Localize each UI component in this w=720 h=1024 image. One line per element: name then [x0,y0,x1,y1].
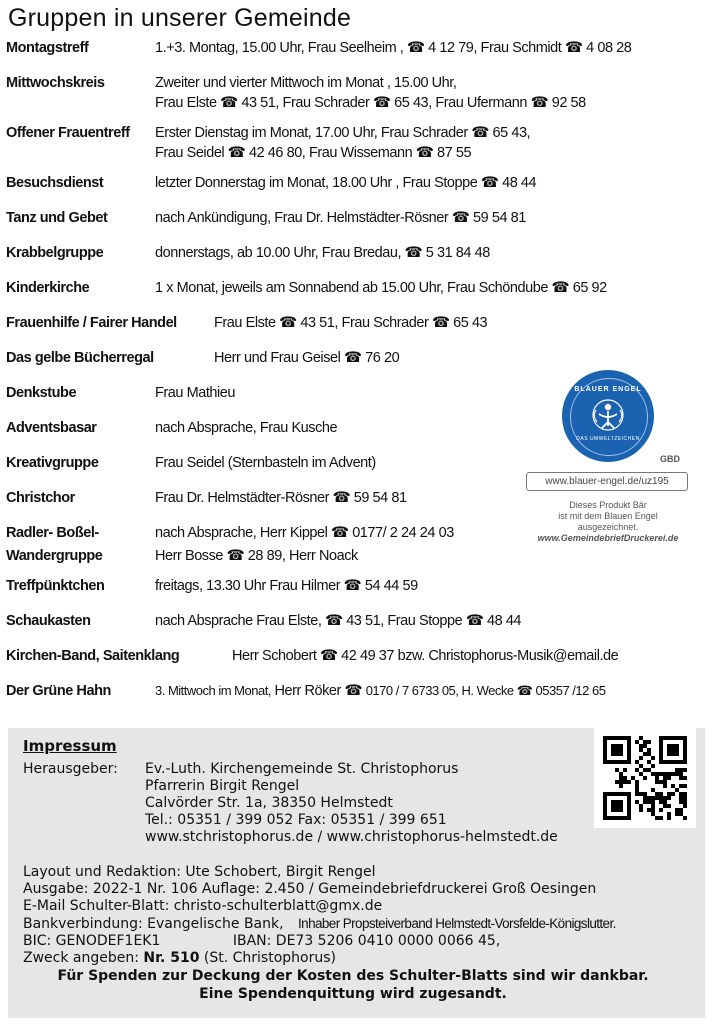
group-row [6,123,706,163]
group-detail-line: nach Absprache, Herr Kippel ☎ 0177/ 2 24 24 03 [155,525,454,541]
group-detail: letzter Donnerstag im Monat, 18.00 Uhr , Frau Stoppe ☎ 48 44 [155,175,537,191]
group-detail: Frau Seidel (Sternbasteln im Advent) [155,455,376,471]
bank-prefix: Bankverbindung: Evangelische Bank, [23,916,284,932]
group-name: Mittwochskreis [6,75,105,91]
group-name [6,523,155,566]
bic: BIC: GENODEF1EK1 [23,933,161,949]
purpose-number: Nr. 510 [143,950,200,966]
group-name: Frauenhilfe / Fairer Handel [6,315,177,331]
group-detail: nach Ankündigung, Frau Dr. Helmstädter-Rösner ☎ 59 54 81 [155,210,526,226]
group-detail-line: Frau Elste ☎ 43 51, Frau Schrader ☎ 65 43, Frau Ufermann ☎ 92 58 [155,95,586,111]
group-name: Adventsbasar [6,420,97,436]
group-detail-line: Zweiter und vierter Mittwoch im Monat , 15.00 Uhr, [155,75,457,91]
impressum-title: Impressum [23,737,117,755]
qr-code-icon [603,736,687,820]
purpose-prefix: Zweck angeben: [23,950,144,966]
group-row [6,681,706,701]
group-detail-part: Herr Röker ☎ [270,683,366,699]
group-name: Krabbelgruppe [6,245,104,261]
group-name: Das gelbe Bücherregal [6,350,154,366]
thanks-line: Für Spenden zur Deckung der Kosten des Schulter-Blatts sind wir dankbar. [57,968,649,984]
group-detail: 1.+3. Montag, 15.00 Uhr, Frau Seelheim , ☎ 4 12 79, Frau Schmidt ☎ 4 08 28 [155,40,632,56]
impressum-box [8,728,705,1018]
group-row [6,348,706,368]
thanks-line: Eine Spendenquittung wird zugesandt. [199,986,507,1002]
eco-description [520,500,696,544]
publisher-line: Pfarrerin Birgit Rengel [145,778,300,794]
group-detail-part: 3. Mittwoch im Monat, [155,683,271,698]
group-detail: donnerstags, ab 10.00 Uhr, Frau Bredau, ☎ 5 31 84 48 [155,245,490,261]
seal-text-top: BLAUER ENGEL [574,386,642,393]
group-detail: Frau Elste ☎ 43 51, Frau Schrader ☎ 65 43 [214,315,488,331]
publisher-line: Calvörder Str. 1a, 38350 Helmstedt [145,795,393,811]
group-detail [155,523,454,566]
group-detail [155,73,586,113]
angel-icon [590,396,626,434]
group-name: Offener Frauentreff [6,125,130,141]
seal-text-bottom: DAS UMWELTZEICHEN [576,436,640,442]
page-title: Gruppen in unserer Gemeinde [8,4,352,32]
group-detail: Herr Schobert ☎ 42 49 37 bzw. Christophorus-Musik@email.de [232,648,619,664]
edition-line: Ausgabe: 2022-1 Nr. 106 Auflage: 2.450 / Gemeindebriefdruckerei Groß Oesingen [23,881,597,897]
group-row [6,313,706,333]
gbd-mark: GBD [660,454,680,464]
publisher-line: Tel.: 05351 / 399 052 Fax: 05351 / 399 651 [145,812,447,828]
publisher-line: Ev.-Luth. Kirchengemeinde St. Christophorus [145,761,459,777]
blauer-engel-seal [562,370,654,462]
publisher-label: Herausgeber: [23,761,118,777]
group-name: Treffpünktchen [6,578,105,594]
group-row [6,646,706,666]
iban: IBAN: DE73 5206 0410 0000 0066 45, [232,933,501,949]
eco-url: www.blauer-engel.de/uz195 [526,472,688,491]
group-name: Christchor [6,490,75,506]
group-name: Kirchen-Band, Saitenklang [6,648,180,664]
group-detail-line: Frau Seidel ☎ 42 46 80, Frau Wissemann ☎ 87 55 [155,145,472,161]
group-name: Der Grüne Hahn [6,683,111,699]
purpose-line [23,950,703,967]
group-detail: nach Absprache, Frau Kusche [155,420,338,436]
group-name: Tanz und Gebet [6,210,108,226]
group-name: Kinderkirche [6,280,90,296]
group-name: Besuchsdienst [6,175,104,191]
website-links[interactable]: www.stchristophorus.de / www.christophorus-helmstedt.de [145,829,558,845]
publisher-block [145,761,558,846]
group-detail-part: 0170 / 7 6733 05, H. Wecke ☎ [365,683,536,698]
group-row [6,576,706,596]
blauer-engel-label [520,370,696,560]
group-detail: freitags, 13.30 Uhr Frau Hilmer ☎ 54 44 59 [155,578,418,594]
group-detail-line: Herr Bosse ☎ 28 89, Herr Noack [155,548,358,564]
group-row [6,38,706,58]
eco-desc-line: ausgezeichnet. [577,522,639,532]
group-name: Schaukasten [6,613,91,629]
group-detail [155,681,605,701]
bank-line [23,915,703,933]
bank-owner: Inhaber Propsteiverband Helmstedt-Vorsfelde-Königslutter. [298,916,616,931]
bic-iban-line [23,933,703,950]
qr-code[interactable] [594,728,696,828]
group-name-line: Wandergruppe [6,548,103,564]
group-detail: Frau Mathieu [155,385,236,401]
group-row [6,243,706,263]
group-detail: nach Absprache Frau Elste, ☎ 43 51, Frau Stoppe ☎ 48 44 [155,613,522,629]
impressum-details [23,864,703,1003]
group-row [6,278,706,298]
group-name: Denkstube [6,385,77,401]
eco-desc-line: ist mit dem Blauen Engel [558,511,658,521]
group-detail [155,123,530,163]
group-row [6,173,706,193]
group-name: Kreativgruppe [6,455,99,471]
purpose-suffix: (St. Christophorus) [199,950,336,966]
group-detail-part: 05357 /12 65 [535,683,606,698]
group-detail: Herr und Frau Geisel ☎ 76 20 [214,350,400,366]
eco-desc-line: Dieses Produkt Bär [569,500,647,510]
group-row [6,611,706,631]
group-name: Montagstreff [6,40,89,56]
group-row [6,73,706,113]
group-detail-line: Erster Dienstag im Monat, 17.00 Uhr, Frau Schrader ☎ 65 43, [155,125,531,141]
group-detail: 1 x Monat, jeweils am Sonnabend ab 15.00 Uhr, Frau Schöndube ☎ 65 92 [155,280,607,296]
group-row [6,208,706,228]
group-name-line: Radler- Boßel- [6,525,99,541]
eco-desc-line: www.GemeindebriefDruckerei.de [537,533,679,543]
layout-line: Layout und Redaktion: Ute Schobert, Birgit Rengel [23,864,376,880]
group-detail: Frau Dr. Helmstädter-Rösner ☎ 59 54 81 [155,490,407,506]
email-line[interactable]: E-Mail Schulter-Blatt: christo-schulterblatt@gmx.de [23,898,383,914]
